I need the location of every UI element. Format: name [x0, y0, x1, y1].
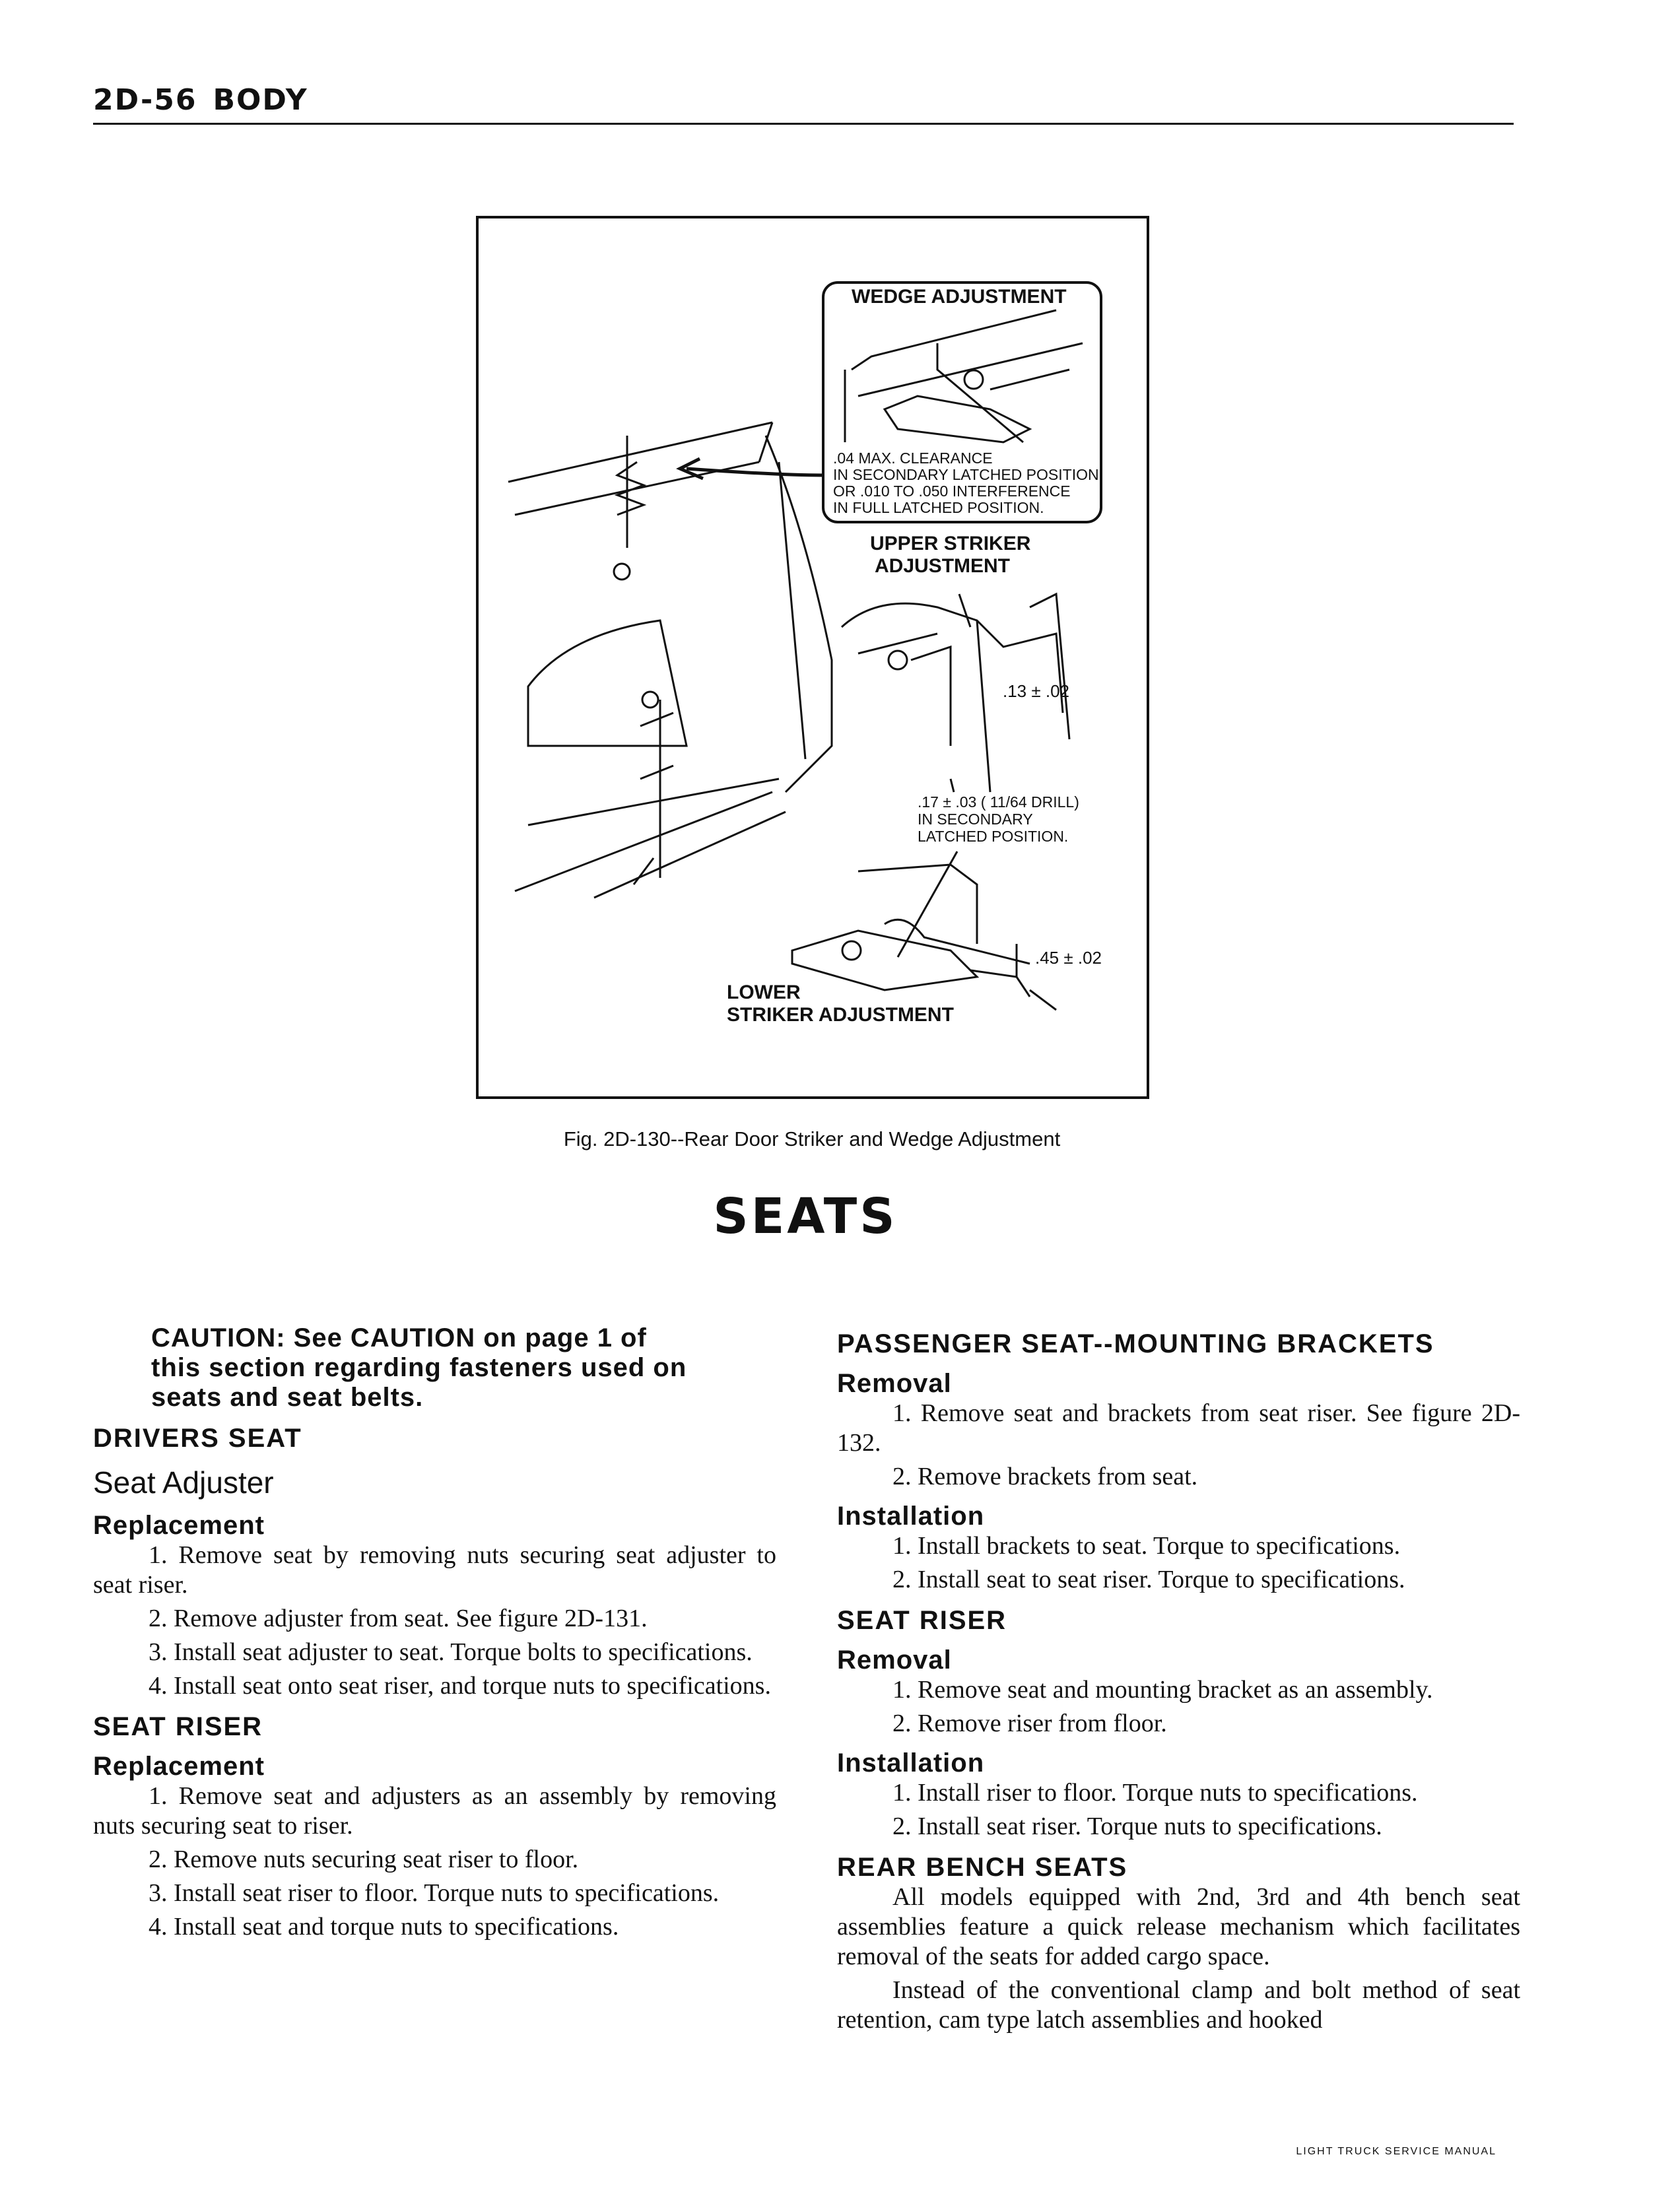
installation-heading: Installation: [837, 1502, 985, 1531]
step: 3. Install seat riser to floor. Torque nuts to specifications.: [149, 1879, 720, 1907]
step: 2. Install seat to seat riser. Torque to specifications.: [892, 1566, 1405, 1593]
wedge-note-3: OR .010 TO .050 INTERFERENCE: [833, 482, 1071, 500]
removal-heading: Removal: [837, 1646, 952, 1675]
caution-line: seats and seat belts.: [151, 1383, 424, 1412]
step: 1. Install riser to floor. Torque nuts to specifications.: [892, 1779, 1418, 1807]
wedge-note-1: .04 MAX. CLEARANCE: [833, 449, 993, 467]
passenger-seat-heading: PASSENGER SEAT--MOUNTING BRACKETS: [837, 1329, 1434, 1358]
replacement-heading: Replacement: [93, 1752, 265, 1781]
removal-steps: [837, 1675, 1520, 1739]
upper-striker-label-2: ADJUSTMENT: [875, 555, 1011, 577]
step: 2. Remove brackets from seat.: [892, 1463, 1198, 1490]
lower-dim-note-1: .17 ± .03 ( 11/64 DRILL): [918, 793, 1079, 811]
footer: LIGHT TRUCK SERVICE MANUAL: [1296, 2146, 1496, 2157]
replacement-steps: [93, 1781, 776, 1942]
wedge-note-2: IN SECONDARY LATCHED POSITION: [833, 466, 1099, 483]
seat-adjuster-heading: Seat Adjuster: [93, 1465, 274, 1500]
paragraph: Instead of the conventional clamp and bolt method of seat retention, cam type latch assemblies and hooked: [837, 1976, 1520, 2034]
step: 2. Install seat riser. Torque nuts to specifications.: [892, 1813, 1382, 1840]
right-column: [837, 1323, 1520, 2035]
section-title: SEATS: [713, 1188, 898, 1245]
removal-steps: [837, 1399, 1520, 1492]
step: 2. Remove adjuster from seat. See figure 2D-131.: [149, 1605, 648, 1632]
step: 1. Remove seat and brackets from seat riser. See figure 2D-132.: [837, 1399, 1520, 1457]
lower-striker-label-2: STRIKER ADJUSTMENT: [727, 1004, 954, 1026]
rear-bench-seats-heading: REAR BENCH SEATS: [837, 1853, 1128, 1882]
step: 1. Remove seat and mounting bracket as an assembly.: [892, 1676, 1433, 1704]
left-column: [93, 1323, 776, 1942]
wedge-adjustment-title: WEDGE ADJUSTMENT: [852, 286, 1067, 308]
step: 1. Install brackets to seat. Torque to specifications.: [892, 1532, 1401, 1560]
caution-note: [93, 1323, 776, 1413]
upper-dimension: .13 ± .02: [1003, 681, 1070, 701]
step: 2. Remove riser from floor.: [892, 1710, 1167, 1737]
replacement-steps: [93, 1541, 776, 1701]
lower-dim-note-2: IN SECONDARY: [918, 811, 1033, 828]
drivers-seat-heading: DRIVERS SEAT: [93, 1424, 302, 1453]
step: 4. Install seat and torque nuts to specifications.: [149, 1913, 619, 1941]
caution-line: CAUTION: See CAUTION on page 1 of: [151, 1323, 647, 1352]
rear-bench-text: [837, 1882, 1520, 2035]
step: 1. Remove seat by removing nuts securing seat adjuster to seat riser.: [93, 1541, 776, 1599]
step: 4. Install seat onto seat riser, and torque nuts to specifications.: [149, 1672, 771, 1700]
lower-gap-dimension: .45 ± .02: [1035, 948, 1102, 968]
installation-steps: [837, 1531, 1520, 1595]
installation-heading: Installation: [837, 1748, 985, 1778]
replacement-heading: Replacement: [93, 1511, 265, 1540]
paragraph: All models equipped with 2nd, 3rd and 4th bench seat assemblies feature a quick release mechanism which facilitates removal of the seats for added cargo space.: [837, 1883, 1520, 1970]
lower-striker-label-1: LOWER: [727, 982, 801, 1003]
step: 3. Install seat adjuster to seat. Torque bolts to specifications.: [149, 1638, 753, 1666]
caution-line: this section regarding fasteners used on: [151, 1353, 687, 1382]
step: 1. Remove seat and adjusters as an assembly by removing nuts securing seat to riser.: [93, 1782, 776, 1840]
seat-riser-heading: SEAT RISER: [837, 1606, 1007, 1635]
wedge-note-4: IN FULL LATCHED POSITION.: [833, 499, 1044, 516]
installation-steps: [837, 1778, 1520, 1842]
step: 2. Remove nuts securing seat riser to floor.: [149, 1846, 579, 1873]
seat-riser-heading: SEAT RISER: [93, 1712, 263, 1741]
lower-dim-note-3: LATCHED POSITION.: [918, 828, 1069, 845]
figure-caption: Fig. 2D-130--Rear Door Striker and Wedge Adjustment: [563, 1127, 1061, 1150]
section-name: BODY: [213, 83, 308, 117]
upper-striker-label-1: UPPER STRIKER: [870, 533, 1031, 554]
page-number: 2D-56: [93, 83, 197, 117]
removal-heading: Removal: [837, 1369, 952, 1398]
